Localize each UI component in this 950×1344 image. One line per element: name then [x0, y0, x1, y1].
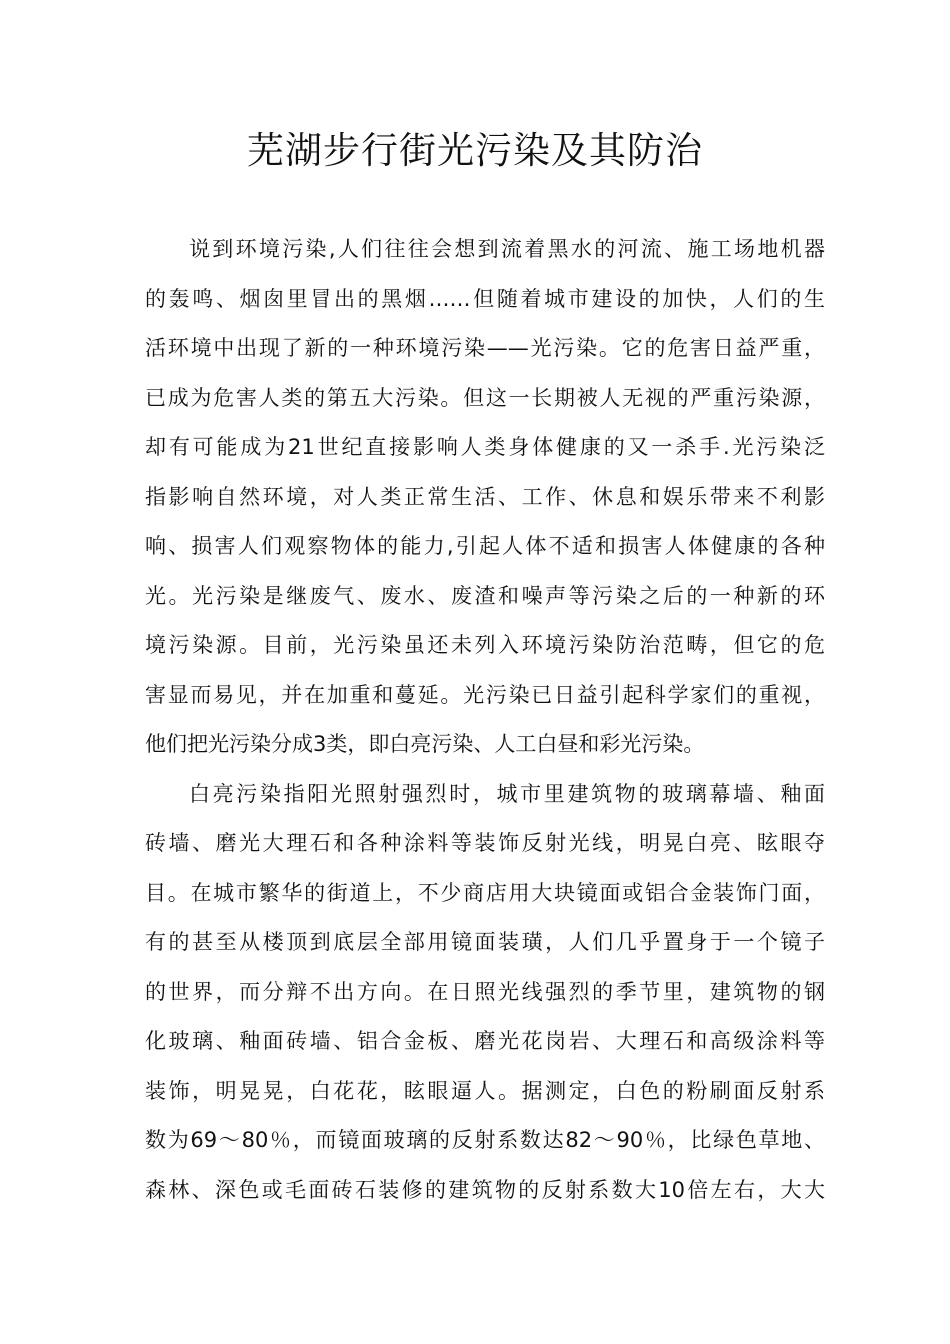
text-line: 的世界，而分辩不出方向。在日照光线强烈的季节里，建筑物的钢: [145, 979, 825, 1004]
text-line: 害显而易见，并在加重和蔓延。光污染已日益引起科学家们的重视，: [145, 682, 825, 707]
text-line: 活环境中出现了新的一种环境污染——光污染。它的危害日益严重，: [145, 336, 825, 360]
paragraph-2: [145, 770, 825, 1216]
document-body: [145, 225, 825, 1215]
text-line: 化玻璃、釉面砖墙、铝合金板、磨光花岗岩、大理石和高级涂料等: [145, 1029, 825, 1053]
text-line: 砖墙、磨光大理石和各种涂料等装饰反射光线，明晃白亮、眩眼夺: [145, 831, 825, 855]
text-line: 数为69～80％，而镜面玻璃的反射系数达82～90％，比绿色草地、: [145, 1128, 825, 1152]
text-line: 森林、深色或毛面砖石装修的建筑物的反射系数大10倍左右，大大: [145, 1177, 825, 1202]
text-line: 装饰，明晃晃，白花花，眩眼逼人。据测定，白色的粉刷面反射系: [145, 1078, 825, 1103]
text-line: 指影响自然环境，对人类正常生活、工作、休息和娱乐带来不利影: [145, 484, 825, 509]
text-line: 白亮污染指阳光照射强烈时，城市里建筑物的玻璃幕墙、釉面: [189, 781, 825, 806]
text-line: 有的甚至从楼顶到底层全部用镜面装璜，人们几乎置身于一个镜子: [145, 930, 825, 954]
text-line: 响、损害人们观察物体的能力,引起人体不适和损害人体健康的各种: [145, 534, 825, 558]
text-line: 的轰鸣、烟囱里冒出的黑烟……但随着城市建设的加快，人们的生: [145, 286, 825, 311]
document-title: 芜湖步行街光污染及其防治: [247, 129, 703, 172]
text-line: 说到环境污染,人们往往会想到流着黑水的河流、施工场地机器: [189, 237, 825, 261]
text-line: 已成为危害人类的第五大污染。但这一长期被人无视的严重污染源，: [145, 385, 825, 410]
text-line: 他们把光污染分成3类，即白亮污染、人工白昼和彩光污染。: [145, 732, 705, 756]
paragraph-1: [145, 225, 825, 770]
text-line: 目。在城市繁华的街道上，不少商店用大块镜面或铝合金装饰门面，: [145, 880, 825, 905]
text-line: 境污染源。目前，光污染虽还未列入环境污染防治范畴，但它的危: [145, 633, 825, 657]
text-line: 光。光污染是继废气、废水、废渣和噪声等污染之后的一种新的环: [145, 583, 825, 608]
text-line: 却有可能成为21世纪直接影响人类身体健康的又一杀手.光污染泛: [145, 435, 825, 459]
